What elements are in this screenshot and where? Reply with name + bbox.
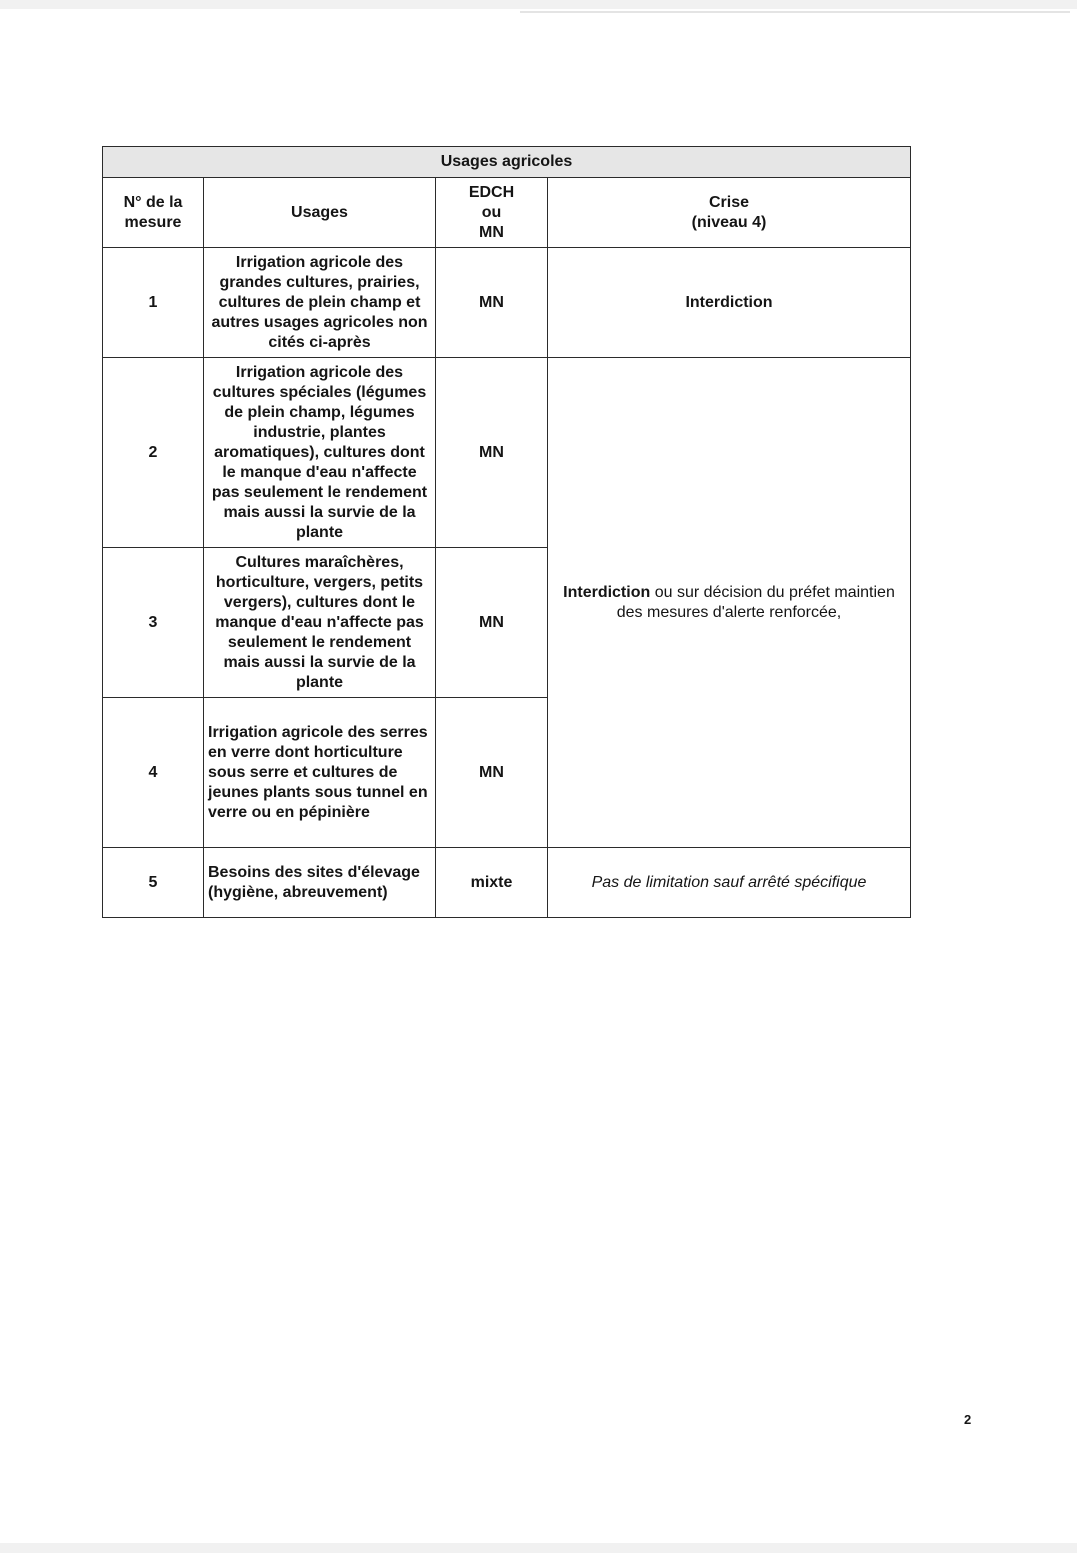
row-edch: MN [436,358,548,548]
row-num: 1 [103,248,204,358]
table-title: Usages agricoles [103,147,911,178]
table-row [103,248,911,358]
header-edch: EDCH ou MN [436,178,548,248]
crise-bold-text: Interdiction [563,583,651,601]
row-num: 5 [103,848,204,918]
row-usage: Irrigation agricole des grandes cultures, prairies, cultures de plein champ et autres usages agricoles non cités ci-après [204,248,436,358]
document-page [0,9,1077,1543]
header-num: N° de la mesure [103,178,204,248]
row-num: 4 [103,698,204,848]
row-edch: mixte [436,848,548,918]
row-usage: Besoins des sites d'élevage (hygiène, abreuvement) [204,848,436,918]
row-usage: Irrigation agricole des serres en verre dont horticulture sous serre et cultures de jeunes plants sous tunnel en verre ou en pépinière [204,698,436,848]
row-edch: MN [436,248,548,358]
row-edch: MN [436,548,548,698]
header-crise: Crise (niveau 4) [548,178,911,248]
table-row [103,358,911,548]
table-row [103,848,911,918]
scan-edge [520,11,1070,13]
row-num: 3 [103,548,204,698]
row-usage: Irrigation agricole des cultures spéciales (légumes de plein champ, légumes industrie, plantes aromatiques), cultures dont le manque d'eau n'affecte pas seulement le rendement mais aussi la survie de la plante [204,358,436,548]
merged-crise-cell [548,358,911,848]
header-usages: Usages [204,178,436,248]
usages-agricoles-table [102,146,911,918]
crise-rest-text: ou sur décision du préfet maintien des mesures d'alerte renforcée, [616,583,895,621]
row-crise: Interdiction [548,248,911,358]
header-row [103,178,911,248]
row-crise: Pas de limitation sauf arrêté spécifique [548,848,911,918]
row-edch: MN [436,698,548,848]
page-number: 2 [964,1412,972,1427]
row-usage: Cultures maraîchères, horticulture, vergers, petits vergers), cultures dont le manque d'eau n'affecte pas seulement le rendement mais aussi la survie de la plante [204,548,436,698]
row-num: 2 [103,358,204,548]
